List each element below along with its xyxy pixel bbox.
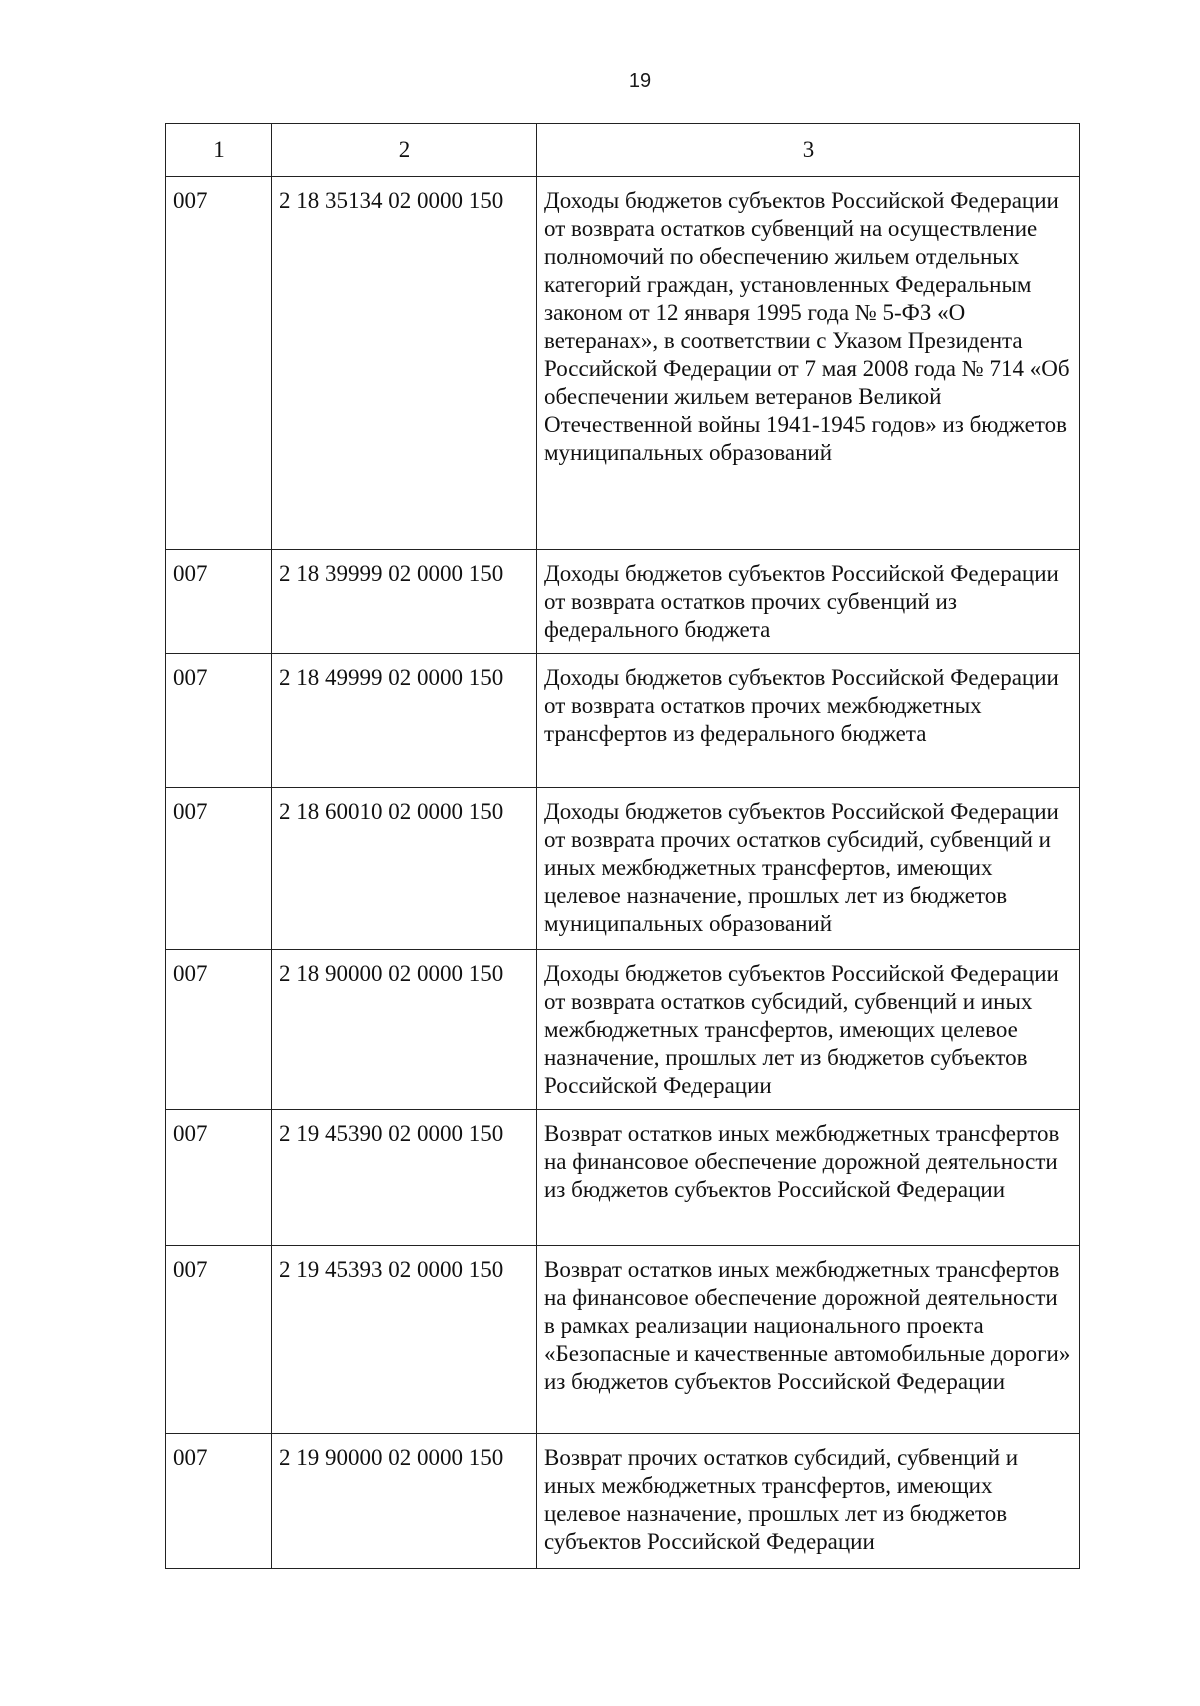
description-cell: Доходы бюджетов субъектов Российской Федерации от возврата остатков субвенций на осуществление полномочий по обеспечению жильем отдельных категорий граждан, установленных Федеральным законом от 12 января 1995 года № 5-ФЗ «О ветеранах», в соответствии с Указом Президента Российской Федерации от 7 мая 2008 года № 714 «Об обеспечении жильем ветеранов Великой Отечественной войны 1941-1945 годов» из бюджетов муниципальных образований <box>537 177 1080 550</box>
header-cell-2: 2 <box>272 124 537 177</box>
budget-code-cell: 2 19 90000 02 0000 150 <box>272 1434 537 1569</box>
page-number: 19 <box>628 70 652 92</box>
table-row <box>166 550 1080 654</box>
description-cell: Доходы бюджетов субъектов Российской Федерации от возврата прочих остатков субсидий, субвенций и иных межбюджетных трансфертов, имеющих целевое назначение, прошлых лет из бюджетов муниципальных образований <box>537 788 1080 950</box>
admin-code-cell: 007 <box>166 1434 272 1569</box>
description-cell: Доходы бюджетов субъектов Российской Федерации от возврата остатков прочих субвенций из федерального бюджета <box>537 550 1080 654</box>
table-row <box>166 654 1080 788</box>
table-row <box>166 788 1080 950</box>
description-cell: Доходы бюджетов субъектов Российской Федерации от возврата остатков прочих межбюджетных трансфертов из федерального бюджета <box>537 654 1080 788</box>
admin-code-cell: 007 <box>166 1246 272 1434</box>
budget-code-cell: 2 18 39999 02 0000 150 <box>272 550 537 654</box>
admin-code-cell: 007 <box>166 1110 272 1246</box>
admin-code-cell: 007 <box>166 950 272 1110</box>
budget-code-cell: 2 18 35134 02 0000 150 <box>272 177 537 550</box>
budget-code-cell: 2 18 60010 02 0000 150 <box>272 788 537 950</box>
table-row <box>166 177 1080 550</box>
admin-code-cell: 007 <box>166 654 272 788</box>
budget-codes-table <box>165 123 1080 1569</box>
description-cell: Доходы бюджетов субъектов Российской Федерации от возврата остатков субсидий, субвенций и иных межбюджетных трансфертов, имеющих целевое назначение, прошлых лет из бюджетов субъектов Российской Федерации <box>537 950 1080 1110</box>
admin-code-cell: 007 <box>166 550 272 654</box>
table-header-row <box>166 124 1080 177</box>
budget-code-cell: 2 18 49999 02 0000 150 <box>272 654 537 788</box>
admin-code-cell: 007 <box>166 788 272 950</box>
budget-code-cell: 2 19 45393 02 0000 150 <box>272 1246 537 1434</box>
table-row <box>166 1246 1080 1434</box>
table-row <box>166 1110 1080 1246</box>
description-cell: Возврат прочих остатков субсидий, субвенций и иных межбюджетных трансфертов, имеющих целевое назначение, прошлых лет из бюджетов субъектов Российской Федерации <box>537 1434 1080 1569</box>
header-cell-3: 3 <box>537 124 1080 177</box>
header-cell-1: 1 <box>166 124 272 177</box>
description-cell: Возврат остатков иных межбюджетных трансфертов на финансовое обеспечение дорожной деятельности из бюджетов субъектов Российской Федерации <box>537 1110 1080 1246</box>
description-cell: Возврат остатков иных межбюджетных трансфертов на финансовое обеспечение дорожной деятельности в рамках реализации национального проекта «Безопасные и качественные автомобильные дороги» из бюджетов субъектов Российской Федерации <box>537 1246 1080 1434</box>
budget-code-cell: 2 18 90000 02 0000 150 <box>272 950 537 1110</box>
admin-code-cell: 007 <box>166 177 272 550</box>
table-row <box>166 950 1080 1110</box>
budget-code-cell: 2 19 45390 02 0000 150 <box>272 1110 537 1246</box>
table-row <box>166 1434 1080 1569</box>
